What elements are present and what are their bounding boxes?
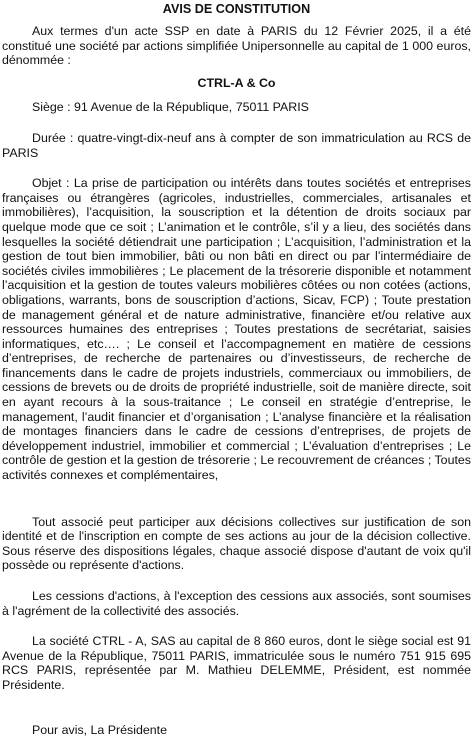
objet-paragraph: Objet : La prise de participation ou intérêts dans toutes sociétés et entreprises françaises ou étrangères (agricoles, industrielles, commerciales, artisanales et immobilières), l’acquisition, la souscription et la détention de droits sociaux par quelque mode que ce soit ; L’animation et le contrôle, s’il y a lieu, des sociétés dans lesquelles la société détiendrait une participation ; L’acquisition, l’administration et la gestion de tout bien immobilier, bâti ou non bâti en direct ou par l’intermédiaire de sociétés civiles immobilières ; Le placement de la trésorerie disponible et notamment l’acquisition et la gestion de toutes valeurs mobilières côtées ou non cotées (actions, obligations, warrants, bons de souscription d’actions, Sicav, FCP) ; Toute prestation de management général et de nature administrative, financière et/ou relative aux ressources humaines des entreprises ; Toutes prestations de secrétariat, saisies informatiques, etc…. ; Le conseil et l’accompagnement en matière de cessions d’entreprises, de recherche de partenaires ou d’investisseurs, de recherche de financements dans le cadre de projets industriels, commerciaux ou immobiliers, de cessions de brevets ou de droits de propriété industrielle, soit de manière directe, soit en ayant recours à la sous-traitance ; Le conseil en stratégie d’entreprise, le management, l’audit financier et d’organisation ; L’analyse financière et la réalisation de montages financiers dans le cadre de cessions d’entreprises, de projets de développement industriel, immobilier et commercial ; L’évaluation d’entreprises ; Le contrôle de gestion et la gestion de trésorerie ; Le recouvrement de créances ; Toutes activités connexes et complémentaires, <box>2 176 471 483</box>
associes-paragraph: Tout associé peut participer aux décisions collectives sur justification de son identité et de l'inscription en compte de ses actions au jour de la décision collective. Sous réserve des dispositions légales, chaque associé dispose d'autant de voix qu'il possède ou représente d'actions. <box>2 514 471 573</box>
president-paragraph: La société CTRL - A, SAS au capital de 8 860 euros, dont le siège social est 91 Avenue de la République, 75011 PARIS, immatriculée sous le numéro 751 915 695 RCS PARIS, représentée par M. Mathieu DELEMME, Président, est nommée Présidente. <box>2 634 471 692</box>
cessions-paragraph: Les cessions d'actions, à l'exception des cessions aux associés, sont soumises à l'agrément de la collectivité des associés. <box>2 589 471 618</box>
intro-paragraph: Aux termes d'un acte SSP en date à PARIS du 12 Février 2025, il a été constitué une société par actions simplifiée Unipersonnelle au capital de 1 000 euros, dénommée : <box>2 24 471 68</box>
siege-paragraph: Siège : 91 Avenue de la République, 75011 PARIS <box>32 100 309 115</box>
company-name: CTRL-A & Co <box>197 75 276 90</box>
signature-line: Pour avis, La Présidente <box>32 722 167 737</box>
notice-title: AVIS DE CONSTITUTION <box>162 2 311 16</box>
duree-paragraph: Durée : quatre-vingt-dix-neuf ans à compter de son immatriculation au RCS de PARIS <box>2 130 471 160</box>
